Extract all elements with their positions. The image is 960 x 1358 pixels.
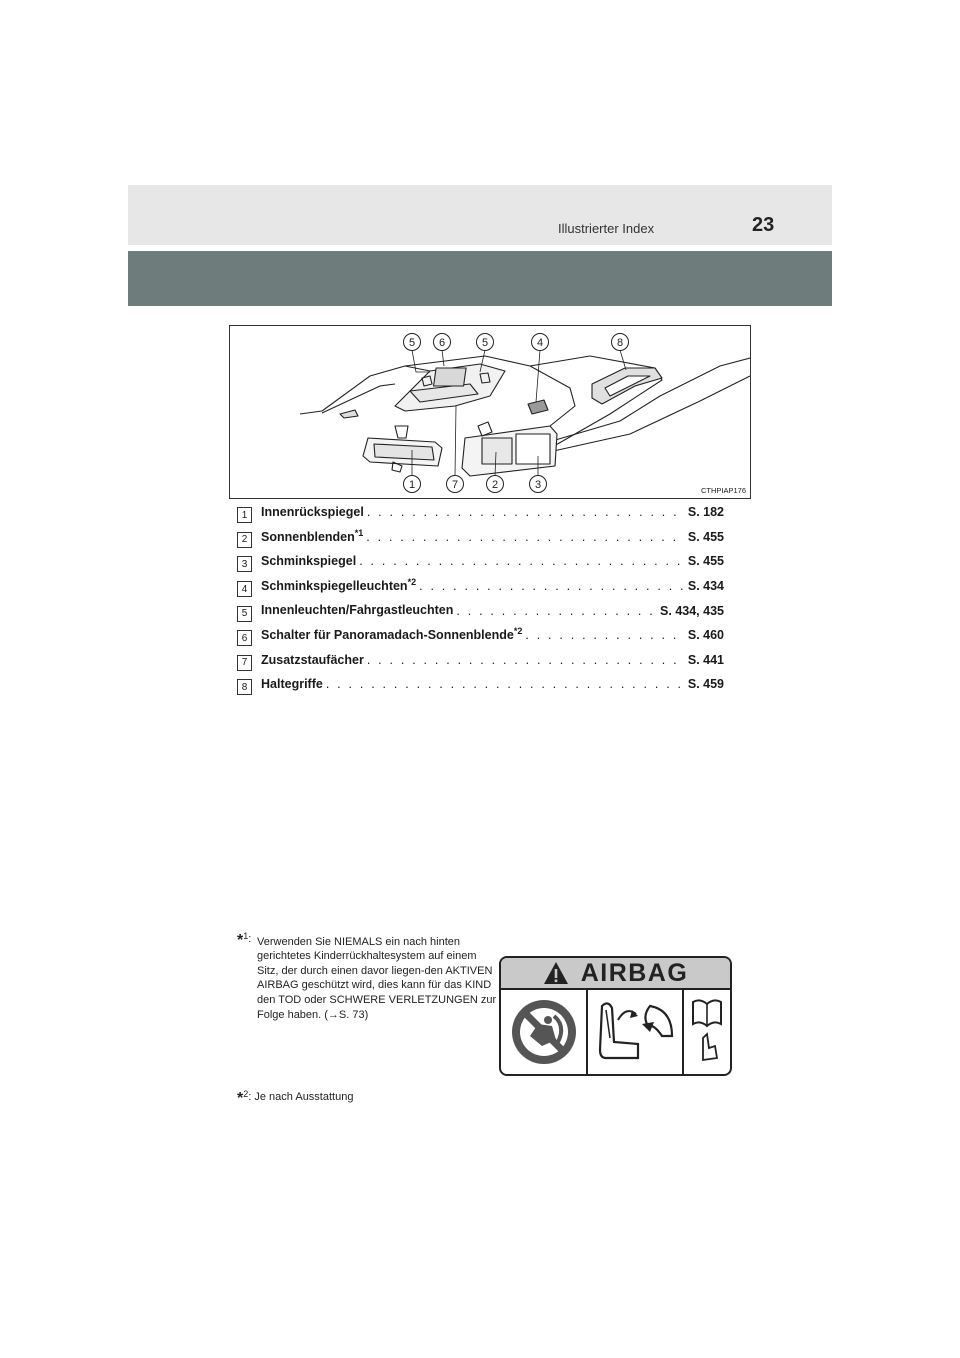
- seat-airbag-deploy-icon: [592, 996, 678, 1068]
- callout-bottom-2: 7: [451, 479, 459, 491]
- index-item[interactable]: [237, 651, 724, 676]
- seat-airbag-cell: [588, 990, 684, 1074]
- page-number: 23: [752, 214, 775, 236]
- leader-dots: [419, 579, 685, 593]
- footnote-asterisk: *: [237, 932, 244, 949]
- index-item[interactable]: [237, 552, 724, 577]
- index-label: Sonnenblenden$^{*1}$: [261, 527, 364, 544]
- leader-dots: [367, 505, 685, 519]
- callout-top-1: 5: [408, 337, 416, 349]
- page-reference: S. 455: [687, 529, 724, 544]
- footnote-number: 2: [243, 1089, 249, 1099]
- index-label: Innenrückspiegel: [261, 505, 364, 520]
- footnote-separator: :: [248, 933, 252, 945]
- callout-top-5: 8: [616, 337, 624, 349]
- prohibition-cell: [501, 990, 588, 1074]
- callout-top-3: 5: [481, 337, 489, 349]
- leader-dots: [366, 530, 685, 544]
- page-reference: S. 434, 435: [660, 603, 724, 618]
- airbag-word: AIRBAG: [580, 958, 689, 987]
- index-label: Schminkspiegel: [261, 554, 357, 569]
- callout-bottom-1: 1: [408, 479, 416, 491]
- footnote-text: Je nach Ausstattung: [254, 1091, 354, 1103]
- leader-dots: [326, 677, 685, 691]
- airbag-warning-label: [499, 956, 732, 1076]
- footnote-2: [237, 1087, 353, 1107]
- page-reference: S. 459: [687, 677, 724, 692]
- footnote-separator: :: [248, 1091, 252, 1103]
- page-reference: S. 182: [687, 505, 724, 520]
- warning-triangle-icon: [543, 961, 569, 985]
- no-rear-facing-child-seat-icon: [508, 996, 580, 1068]
- index-label: Haltegriffe: [261, 677, 323, 692]
- leader-dots: [456, 604, 657, 618]
- index-item[interactable]: [237, 577, 724, 602]
- index-label: Schminkspiegelleuchten$^{*2}$: [261, 576, 417, 593]
- header-band: [128, 185, 832, 245]
- page-reference: S. 460: [687, 628, 724, 643]
- footnote-1: [237, 929, 499, 1022]
- leader-dots: [359, 554, 685, 568]
- index-item[interactable]: [237, 503, 724, 528]
- page-reference: S. 441: [687, 652, 724, 667]
- index-item[interactable]: [237, 528, 724, 553]
- leader-dots: [367, 653, 685, 667]
- footnote-text: Verwenden Sie NIEMALS ein nach hinten gerichtetes Kinderrückhaltesystem auf einem Sitz, der durch einen davor liegen-den AKTIVEN AIRBAG geschützt wird, dies kann für das KIND den TOD oder SCHWERE VERLETZUNGEN zur Folge haben. (→S. 73): [257, 935, 497, 1021]
- index-list: [237, 503, 724, 700]
- index-item[interactable]: [237, 601, 724, 626]
- airbag-icon-row: [501, 990, 730, 1074]
- read-manual-icon: [689, 994, 725, 1070]
- index-number: 7: [237, 655, 252, 671]
- interior-ceiling-illustration: [229, 325, 751, 499]
- index-item[interactable]: [237, 675, 724, 700]
- callout-bottom-4: 3: [534, 479, 542, 491]
- page-reference: S. 434: [687, 578, 724, 593]
- index-item[interactable]: [237, 626, 724, 651]
- airbag-label-header: [501, 958, 730, 990]
- index-number: 1: [237, 507, 252, 523]
- ceiling-drawing: [230, 326, 750, 498]
- index-number: 6: [237, 630, 252, 646]
- callout-bottom-3: 2: [491, 479, 499, 491]
- callout-top-4: 4: [536, 337, 544, 349]
- index-number: 5: [237, 606, 252, 622]
- header-title: Illustrierter Index: [558, 221, 655, 236]
- footnote-asterisk: *: [237, 1090, 244, 1107]
- leader-dots: [525, 628, 685, 642]
- index-number: 4: [237, 581, 252, 597]
- section-band: [128, 251, 832, 306]
- index-label: Zusatzstaufächer: [261, 652, 364, 667]
- figure-code: CTHPIAP176: [700, 486, 746, 495]
- manual-cell: [684, 990, 730, 1074]
- index-label: Schalter für Panoramadach-Sonnenblende$^{*2}$: [261, 625, 523, 643]
- index-number: 8: [237, 679, 252, 695]
- index-number: 3: [237, 556, 252, 572]
- index-label: Innenleuchten/Fahrgastleuchten: [261, 603, 454, 618]
- callout-top-2: 6: [438, 337, 446, 349]
- index-number: 2: [237, 532, 252, 548]
- footnote-number: 1: [243, 931, 249, 941]
- page-reference: S. 455: [687, 554, 724, 569]
